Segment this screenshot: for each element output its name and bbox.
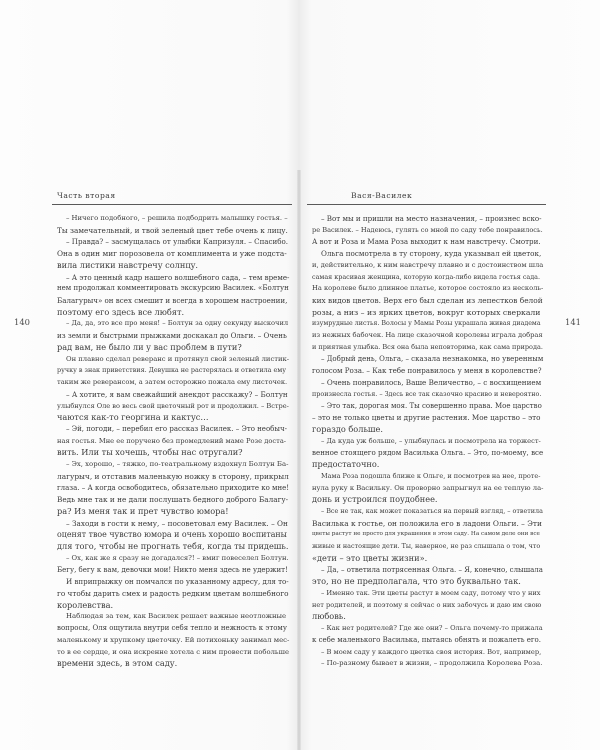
text-line: любовь.: [312, 611, 346, 622]
text-line: – А это ценный кадр нашего волшебного сада, – тем време-: [66, 272, 290, 282]
text-line: И вприпрыжку он помчался по указанному адресу, для то-: [66, 577, 289, 587]
text-line: это, но не предполагала, что это буквально так.: [312, 576, 521, 587]
text-line: королевства.: [57, 599, 114, 610]
text-line: живые и настоящие дети. Ты, наверное, не раз слышала о том, что: [312, 542, 541, 551]
text-line: вопросы, Оля ощутила внутри себя тепло и нежность к этому: [57, 624, 287, 633]
text-line: гораздо больше.: [312, 423, 383, 434]
text-line: вить. Или ты хочешь, чтобы нас отругали?: [57, 447, 243, 458]
text-line: – Заходи в гости к нему, – посоветовал ему Василек. – Он: [66, 518, 288, 528]
text-line: Ты замечательный, и твой зеленый цвет тебе очень к лицу.: [57, 225, 288, 235]
text-line: чаются как-то георгина и кактус…: [57, 412, 209, 423]
running-header-right: Вася-Василек: [351, 191, 413, 200]
right-page: [299, 0, 600, 750]
text-line: то в ее сердце, и она искренне хотела с ним провести побольше: [57, 647, 289, 656]
text-line: ра? Из меня так и прет чувство юмора!: [57, 505, 229, 516]
text-line: – Да, да, это все про меня! – Болтун за одну секунду выскочил: [66, 319, 289, 328]
text-line: маленькому и хрупкому цветочку. Ей потихоньку занимал мес-: [57, 635, 290, 644]
left-page: [0, 0, 299, 750]
text-line: «дети – это цветы жизни».: [312, 552, 428, 563]
text-line: улыбнулся Оле во весь свой цветочный рот и продолжил. – Встре-: [57, 401, 289, 410]
text-line: Бегу, бегу к вам, девочки мои! Никто меня здесь не удержит!: [57, 565, 288, 574]
text-line: Василька к гостье, он положила его в ладони Ольги. – Эти: [312, 518, 542, 528]
text-line: – В моем саду у каждого цветка своя история. Вот, например,: [321, 647, 542, 656]
text-line: На королеве было длинное платье, которое состояло из несколь-: [312, 284, 544, 293]
text-line: – По-разному бывает в жизни, – продолжила Королева Роза.: [321, 659, 543, 668]
text-line: донь и устроился поудобнее.: [312, 494, 438, 505]
text-line: произнесла гостья. – Здесь все так сказочно красиво и невероятно.: [312, 389, 542, 398]
text-line: вила листики навстречу солнцу.: [57, 259, 198, 270]
body-text-right: [312, 213, 543, 670]
text-line: нула руку к Васильку. Он проворно запрыгнул на ее теплую ла-: [312, 483, 544, 492]
text-line: – Вот мы и пришли на место назначения, – произнес вско-: [321, 214, 542, 223]
text-line: изумрудные листья. Волосы у Мамы Розы украшала живая диадема: [312, 320, 541, 328]
text-line: Ольга посмотрела в ту сторону, куда указывал ей цветок,: [321, 249, 542, 259]
text-line: – Эй, погоди, – перебил его рассказ Василек. – Это необыч-: [66, 424, 287, 433]
text-line: поэтому его здесь все любят.: [57, 306, 185, 317]
text-line: – Ох, как же я сразу не догадался?! – вмиг повеселел Болтун.: [66, 553, 289, 562]
text-line: к себе маленького Василька, пытаясь обнять и пожалеть его.: [312, 635, 541, 644]
text-line: времени здесь, в этом саду.: [57, 658, 178, 669]
text-line: – Правда? – засмущалась от улыбки Капризуля. – Спасибо.: [66, 237, 289, 247]
text-line: для того, чтобы не прогнать тебя, когда ты придешь.: [57, 541, 289, 552]
header-rule-right: [307, 204, 546, 205]
text-line: рад вам, не было ли у вас проблем в пути?: [57, 341, 242, 352]
text-line: розы, а низ – из ярких цветов, вокруг которых сверкали: [312, 307, 541, 317]
text-line: предостаточно.: [312, 459, 380, 470]
text-line: Наблюдая за тем, как Василек решает важные неотложные: [66, 612, 287, 621]
text-line: – Это так, дорогая моя. Ты совершенно права. Мое царство: [321, 401, 542, 410]
text-line: таким же реверансом, а затем осторожно пожала ему листочек.: [57, 378, 288, 387]
text-line: – А хотите, я вам свежайший анекдот расскажу? – Болтун: [66, 389, 288, 399]
text-line: голосом Роза. – Как тебе понравилось у меня в королевстве?: [312, 366, 542, 376]
header-rule-left: [52, 204, 292, 205]
text-line: нем продолжал комментировать экскурсию Василек. «Болтун: [57, 284, 289, 293]
text-line: цветы растут не просто для украшения в этом саду. На самом деле они все: [312, 531, 540, 538]
text-line: ная гостья. Мне ее поручено без промедлений маме Розе доста-: [57, 436, 287, 445]
book-gutter: [297, 170, 301, 750]
text-line: Ведь мне так и не дали послушать бедного доброго Балагу-: [57, 495, 289, 505]
text-line: – Да куда уж больше, – улыбнулась и посмотрела на торжест-: [321, 436, 541, 445]
text-line: Мама Роза подошла ближе к Ольге, и посмотрев на нее, проте-: [321, 471, 541, 480]
text-line: Она в один миг порозовела от комплимента и уже подста-: [57, 249, 287, 259]
body-text-left: [57, 213, 289, 670]
text-line: и, действительно, к ним навстречу плавно и с достоинством шла: [312, 260, 544, 269]
text-line: – Добрый день, Ольга, – сказала незнакомка, но уверенным: [321, 354, 544, 363]
text-line: го чтобы дарить смех и радость редким цветам волшебного: [57, 589, 289, 598]
text-line: – Именно так. Эти цветы растут в моем саду, потому что у них: [321, 589, 541, 597]
text-line: Балагурыч» он всех смешит и всегда в хорошем настроении,: [57, 296, 288, 306]
text-line: – Все не так, как может показаться на первый взгляд, – ответила: [321, 506, 543, 515]
text-line: нет родителей, и поэтому я сейчас о них забочусь и даю им свою: [312, 600, 542, 609]
text-line: – Эх, хорошо, – тяжко, по-театральному вздохнул Болтун Ба-: [66, 460, 289, 469]
text-line: ре Василек. – Надеюсь, гулять со мной по саду тебе понравилось.: [312, 225, 543, 234]
text-line: – Очень понравилось, Ваше Величество, – с восхищением: [321, 378, 542, 388]
text-line: и приятная улыбка. Вся она была неповторима, как сама природа.: [312, 342, 543, 351]
page-number-left: 140: [14, 317, 30, 327]
text-line: из нежных бабочек. На лице сказочной королевы играла добрая: [312, 331, 543, 340]
running-header-left: Часть вторая: [57, 191, 116, 200]
text-line: ких видов цветов. Верх его был сделан из лепестков белой: [312, 296, 543, 306]
text-line: – это не только цветы и другие растения. Мое царство – это: [312, 413, 541, 423]
text-line: венное стоящего рядом Василька Ольга. – Это, по-моему, все: [312, 448, 544, 458]
text-line: ручку в знак приветствия. Девушка не растерялась и ответила ему: [57, 366, 286, 375]
text-line: – Как нет родителей? Где же они? – Ольга почему-то прижала: [321, 624, 543, 633]
text-line: – Ничего подобного, – решила подбодрить малышку гостья. –: [66, 214, 288, 222]
text-line: Он плавно сделал реверанс и протянул свой зеленый листик-: [66, 354, 290, 363]
text-line: самая красивая женщина, которую когда-либо видела гостья сада.: [312, 272, 540, 281]
page-number-right: 141: [565, 317, 581, 327]
text-line: из земли и быстрыми прыжками доскакал до Ольги. – Очень: [57, 331, 287, 341]
text-line: А вот и Роза и Мама Роза выходит к нам навстречу. Смотри.: [312, 237, 541, 247]
text-line: – Да, – ответила потрясенная Ольга. – Я, конечно, слышала: [321, 565, 543, 574]
text-line: оценят твое чувство юмора и очень хорошо воспитаны: [57, 530, 287, 540]
text-line: глаза. – А когда освободитесь, обязательно приходите ко мне!: [57, 483, 290, 492]
text-line: лагурыч, и отставив маленькую ножку в сторону, прикрыл: [57, 471, 289, 481]
